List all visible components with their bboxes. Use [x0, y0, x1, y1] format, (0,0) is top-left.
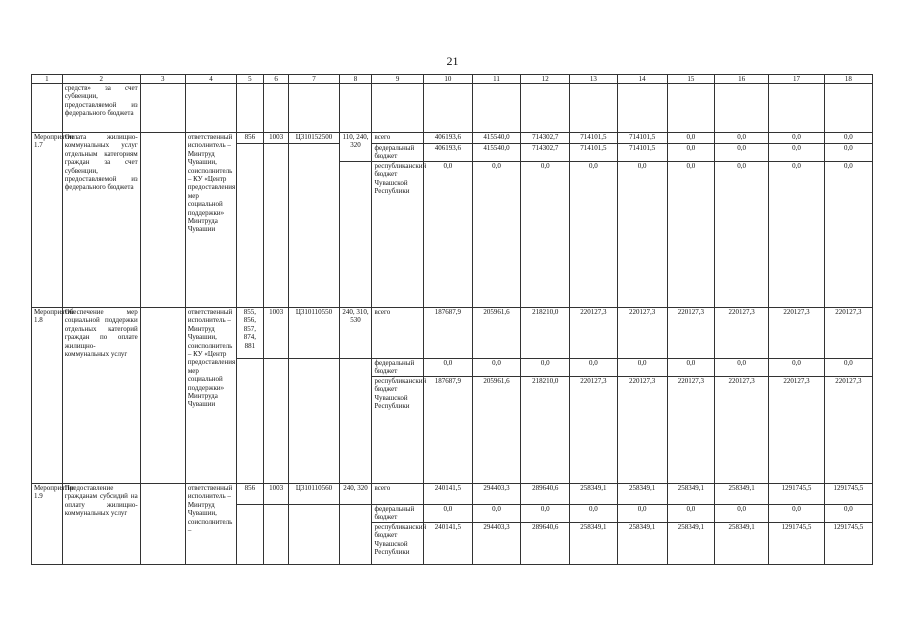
value-cell: 240141,5: [423, 523, 472, 565]
value-cell: 0,0: [667, 144, 714, 162]
value-cell: 0,0: [570, 162, 617, 308]
value-cell: 220127,3: [714, 308, 768, 359]
value-cell: 0,0: [617, 359, 667, 377]
value-cell: 1291745,5: [769, 484, 824, 505]
value-cell: 0,0: [714, 359, 768, 377]
value-cell: 0,0: [714, 162, 768, 308]
value-cell: 0,0: [824, 359, 872, 377]
funding-source: всего: [372, 133, 423, 144]
value-cell: 0,0: [667, 133, 714, 144]
value-cell: 714101,5: [617, 144, 667, 162]
table-row: [32, 484, 873, 505]
value-cell: 0,0: [824, 133, 872, 144]
value-cell: 220127,3: [617, 308, 667, 359]
col-header: 18: [824, 75, 872, 84]
continuation-row: [32, 84, 873, 133]
activity-id: Мероприятие 1.9: [32, 484, 63, 565]
value-cell: 0,0: [714, 505, 768, 523]
activity-id: Мероприятие 1.7: [32, 133, 63, 308]
grbs-code: 856: [237, 133, 264, 144]
value-cell: 240141,5: [423, 484, 472, 505]
responsible: ответственный исполнитель – Минтруд Чувашии, соисполнитель – КУ «Центр предоставления мер социальной поддержки» Минтруда Чувашии: [185, 308, 236, 484]
value-cell: 0,0: [824, 505, 872, 523]
value-cell: 0,0: [824, 162, 872, 308]
value-cell: 205961,6: [472, 308, 520, 359]
value-cell: 0,0: [667, 162, 714, 308]
value-cell: 406193,6: [423, 144, 472, 162]
value-cell: 289640,6: [521, 523, 570, 565]
value-cell: 0,0: [769, 162, 824, 308]
value-cell: 0,0: [570, 359, 617, 377]
col-header: 2: [62, 75, 140, 84]
value-cell: 258349,1: [617, 523, 667, 565]
activity-id: Мероприятие 1.8: [32, 308, 63, 484]
value-cell: 0,0: [472, 359, 520, 377]
value-cell: 258349,1: [714, 484, 768, 505]
value-cell: 0,0: [423, 359, 472, 377]
value-cell: 0,0: [769, 133, 824, 144]
value-cell: 415540,0: [472, 133, 520, 144]
value-cell: 258349,1: [714, 523, 768, 565]
col-header: 5: [237, 75, 264, 84]
value-cell: 0,0: [617, 162, 667, 308]
value-cell: 220127,3: [667, 308, 714, 359]
value-cell: 714302,7: [521, 144, 570, 162]
csr-code: Ц310110560: [289, 484, 339, 505]
value-cell: 187687,9: [423, 377, 472, 484]
vr-code: 110, 240, 320: [339, 133, 372, 162]
budget-table: [31, 74, 873, 565]
value-cell: 294403,3: [472, 523, 520, 565]
col-header: 4: [185, 75, 236, 84]
value-cell: 415540,0: [472, 144, 520, 162]
value-cell: 0,0: [769, 144, 824, 162]
activity-description: Оплата жилищно-коммунальных услуг отдельным категориям граждан за счет субвенции, предоставляемой из федерального бюджета: [62, 133, 140, 308]
funding-source: республиканский бюджет Чувашской Республики: [372, 162, 423, 308]
value-cell: 0,0: [423, 505, 472, 523]
value-cell: 220127,3: [769, 377, 824, 484]
value-cell: 0,0: [472, 162, 520, 308]
rzpr-code: 1003: [263, 133, 289, 144]
funding-source: федеральный бюджет: [372, 359, 423, 377]
funding-source: республиканский бюджет Чувашской Республики: [372, 377, 423, 484]
funding-source: федеральный бюджет: [372, 505, 423, 523]
col-header: 13: [570, 75, 617, 84]
value-cell: 220127,3: [570, 377, 617, 484]
value-cell: 714101,5: [617, 133, 667, 144]
funding-source: республиканский бюджет Чувашской Республики: [372, 523, 423, 565]
header-row: [32, 75, 873, 84]
value-cell: 0,0: [521, 505, 570, 523]
value-cell: 220127,3: [824, 308, 872, 359]
csr-code: Ц310110550: [289, 308, 339, 359]
value-cell: 220127,3: [714, 377, 768, 484]
value-cell: 0,0: [667, 505, 714, 523]
col-header: 3: [140, 75, 185, 84]
vr-code: 240, 310, 530: [339, 308, 372, 359]
value-cell: 1291745,5: [824, 523, 872, 565]
continuation-description: средств» за счет субвенции, предоставляемой из федерального бюджета: [62, 84, 140, 133]
value-cell: 220127,3: [617, 377, 667, 484]
value-cell: 0,0: [769, 359, 824, 377]
vr-code: 240, 320: [339, 484, 372, 505]
col-header: 12: [521, 75, 570, 84]
value-cell: 289640,6: [521, 484, 570, 505]
activity-description: Обеспечение мер социальной поддержки отдельных категорий граждан по оплате жилищно-коммунальных услуг: [62, 308, 140, 484]
value-cell: 714302,7: [521, 133, 570, 144]
value-cell: 220127,3: [769, 308, 824, 359]
funding-source: федеральный бюджет: [372, 144, 423, 162]
grbs-code: 855, 856, 857, 874, 881: [237, 308, 264, 359]
value-cell: 0,0: [714, 144, 768, 162]
value-cell: 714101,5: [570, 133, 617, 144]
funding-source: всего: [372, 484, 423, 505]
value-cell: 0,0: [824, 144, 872, 162]
value-cell: 258349,1: [667, 484, 714, 505]
value-cell: 0,0: [570, 505, 617, 523]
value-cell: 220127,3: [667, 377, 714, 484]
value-cell: 294403,3: [472, 484, 520, 505]
col-header: 11: [472, 75, 520, 84]
col-header: 8: [339, 75, 372, 84]
col-header: 7: [289, 75, 339, 84]
value-cell: 220127,3: [570, 308, 617, 359]
funding-source: всего: [372, 308, 423, 359]
value-cell: 258349,1: [570, 484, 617, 505]
col-header: 1: [32, 75, 63, 84]
value-cell: 258349,1: [570, 523, 617, 565]
value-cell: 406193,6: [423, 133, 472, 144]
csr-code: Ц310152500: [289, 133, 339, 144]
value-cell: 218210,0: [521, 308, 570, 359]
rzpr-code: 1003: [263, 308, 289, 359]
value-cell: 1291745,5: [769, 523, 824, 565]
value-cell: 0,0: [472, 505, 520, 523]
value-cell: 0,0: [769, 505, 824, 523]
table-row: [32, 133, 873, 144]
col-header: 15: [667, 75, 714, 84]
value-cell: 218210,0: [521, 377, 570, 484]
page-number: 21: [446, 54, 459, 68]
value-cell: 0,0: [521, 162, 570, 308]
value-cell: 187687,9: [423, 308, 472, 359]
col-header: 10: [423, 75, 472, 84]
value-cell: 220127,3: [824, 377, 872, 484]
value-cell: 0,0: [423, 162, 472, 308]
col-header: 9: [372, 75, 423, 84]
responsible: ответственный исполнитель – Минтруд Чувашии, соисполнитель – КУ «Центр предоставления мер социальной поддержки» Минтруда Чувашии: [185, 133, 236, 308]
value-cell: 1291745,5: [824, 484, 872, 505]
value-cell: 714101,5: [570, 144, 617, 162]
value-cell: 0,0: [521, 359, 570, 377]
value-cell: 258349,1: [617, 484, 667, 505]
value-cell: 205961,6: [472, 377, 520, 484]
rzpr-code: 1003: [263, 484, 289, 505]
value-cell: 0,0: [714, 133, 768, 144]
col-header: 17: [769, 75, 824, 84]
grbs-code: 856: [237, 484, 264, 505]
activity-description: Предоставление гражданам субсидий на оплату жилищно-коммунальных услуг: [62, 484, 140, 565]
responsible: ответственный исполнитель – Минтруд Чувашии, соисполнитель –: [185, 484, 236, 565]
col-header: 6: [263, 75, 289, 84]
table-row: [32, 308, 873, 359]
value-cell: 0,0: [617, 505, 667, 523]
value-cell: 0,0: [667, 359, 714, 377]
col-header: 14: [617, 75, 667, 84]
value-cell: 258349,1: [667, 523, 714, 565]
col-header: 16: [714, 75, 768, 84]
